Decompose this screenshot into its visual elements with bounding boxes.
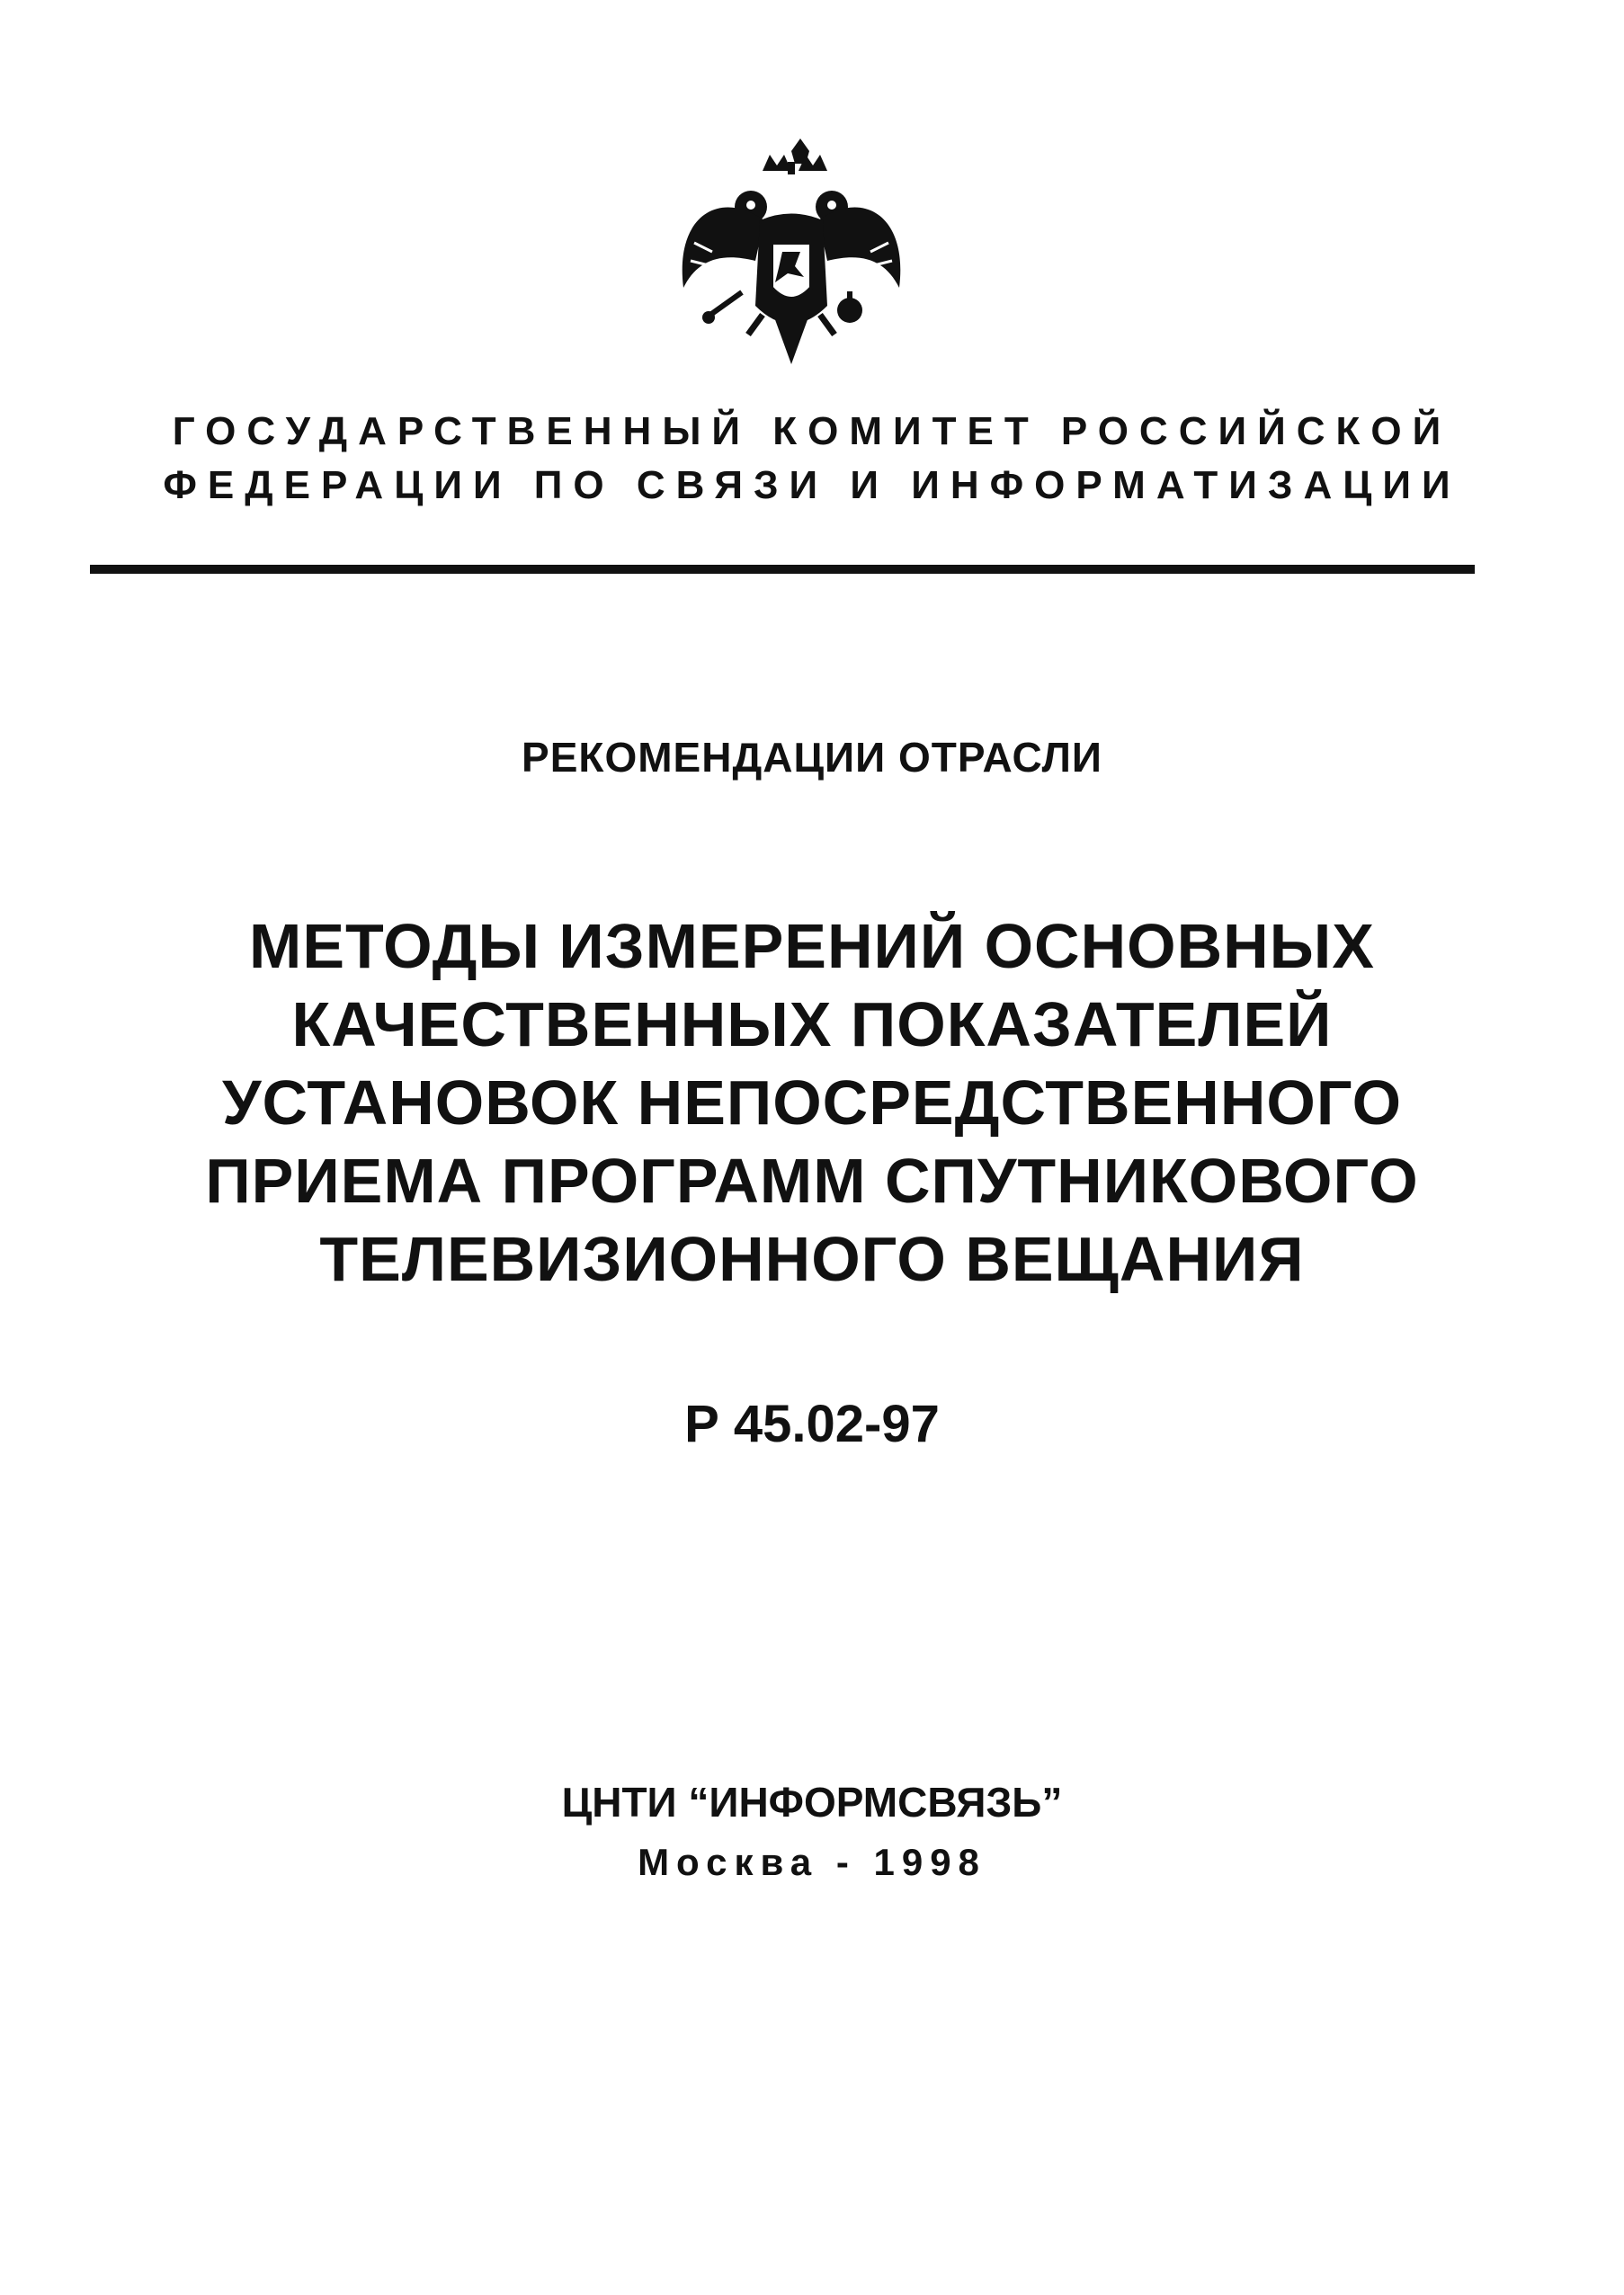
publisher-name: ЦНТИ “ИНФОРМСВЯЗЬ” [561,1779,1063,1826]
document-code: Р 45.02-97 [684,1395,940,1453]
organization-name-line-2: ФЕДЕРАЦИИ ПО СВЯЗИ И ИНФОРМАТИЗАЦИИ [163,463,1461,507]
title-line-2: КАЧЕСТВЕННЫХ ПОКАЗАТЕЛЕЙ [291,989,1333,1059]
document-series: РЕКОМЕНДАЦИИ ОТРАСЛИ [522,734,1102,781]
title-line-4: ПРИЕМА ПРОГРАММ СПУТНИКОВОГО [205,1146,1419,1216]
city-and-year: Москва - 1998 [638,1841,986,1883]
title-line-3: УСТАНОВОК НЕПОСРЕДСТВЕННОГО [221,1067,1403,1138]
russian-coat-of-arms-icon [656,135,926,378]
organization-name-line-1: ГОСУДАРСТВЕННЫЙ КОМИТЕТ РОССИЙСКОЙ [172,409,1452,453]
title-line-5: ТЕЛЕВИЗИОННОГО ВЕЩАНИЯ [319,1224,1305,1294]
horizontal-divider [90,565,1475,574]
title-line-1: МЕТОДЫ ИЗМЕРЕНИЙ ОСНОВНЫХ [249,911,1375,981]
